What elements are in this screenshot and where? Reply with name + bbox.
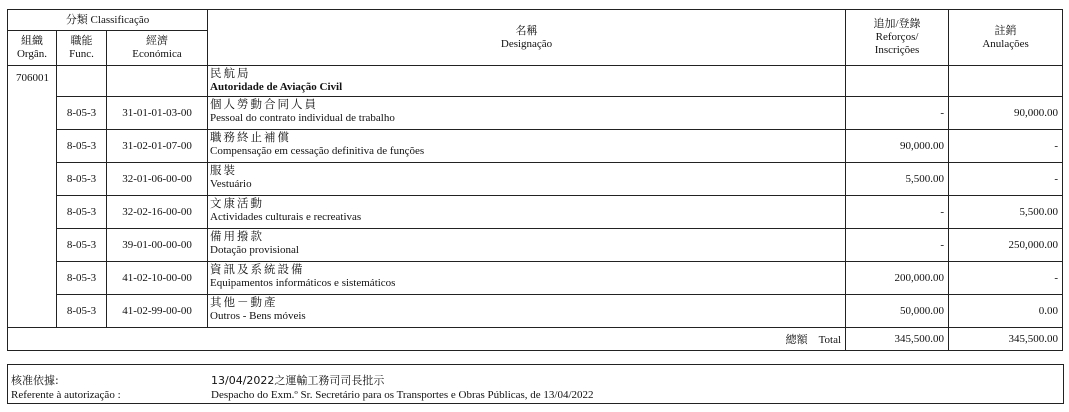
total-cancellation: 345,500.00 [949, 328, 1063, 351]
table-row [8, 130, 1063, 163]
econ-header-pt: Económica [132, 48, 182, 60]
cancellation-value: - [949, 262, 1063, 295]
authorization-label-pt: Referente à autorização : [11, 389, 121, 401]
item-name [208, 130, 846, 163]
item-name [208, 196, 846, 229]
table-row [8, 295, 1063, 328]
cancellations-header-pt: Anulações [982, 37, 1029, 50]
cancellation-value: 250,000.00 [949, 229, 1063, 262]
item-name-pt: Equipamentos informáticos e sistemáticos [210, 277, 396, 289]
item-name [208, 295, 846, 328]
econ-header-zh: 經濟 [146, 35, 169, 47]
total-reinforcement: 345,500.00 [846, 328, 949, 351]
func-header-zh: 職能 [70, 35, 93, 47]
designation-header-pt: Designação [500, 37, 553, 50]
reinforcement-value: 50,000.00 [846, 295, 949, 328]
func-code: 8-05-3 [57, 262, 107, 295]
reinforcements-header-pt1: Reforços/ [875, 31, 919, 43]
econ-code: 32-02-16-00-00 [107, 196, 208, 229]
authorization-value [211, 374, 594, 402]
func-code: 8-05-3 [57, 97, 107, 130]
organ-header [8, 31, 57, 66]
item-name-zh: 個人勞動合同人員 [210, 97, 319, 111]
reinforcements-header-pt2: Inscrições [874, 44, 920, 56]
item-name-pt: Outros - Bens móveis [210, 310, 306, 322]
agency-row [8, 66, 1063, 97]
econ-code: 41-02-99-00-00 [107, 295, 208, 328]
item-name-zh: 資訊及系統設備 [210, 262, 305, 276]
func-code: 8-05-3 [57, 295, 107, 328]
func-code: 8-05-3 [57, 130, 107, 163]
item-name-zh: 服裝 [210, 163, 238, 177]
table-row [8, 97, 1063, 130]
table-row [8, 262, 1063, 295]
authorization-label-zh: 核准依據: [11, 374, 59, 387]
reinforcement-value: - [846, 229, 949, 262]
cancellation-value: 0.00 [949, 295, 1063, 328]
item-name-pt: Compensação em cessação definitiva de funções [210, 145, 425, 157]
authorization-value-pt: Despacho do Exm.º Sr. Secretário para os Transportes e Obras Públicas, de 13/04/2022 [211, 389, 594, 401]
func-header-pt: Func. [69, 48, 94, 60]
organ-header-pt: Orgân. [16, 48, 48, 60]
reinforcement-cell [846, 66, 949, 97]
designation-header [208, 10, 846, 66]
item-name [208, 229, 846, 262]
authorization-value-zh: 13/04/2022之運輸工務司司長批示 [211, 374, 385, 387]
item-name-pt: Dotação provisional [210, 244, 299, 256]
organ-header-zh: 組織 [21, 35, 43, 47]
item-name [208, 163, 846, 196]
econ-header [107, 31, 208, 66]
reinforcements-header-zh: 追加/登錄 [873, 18, 921, 30]
func-code: 8-05-3 [57, 229, 107, 262]
func-code: 8-05-3 [57, 196, 107, 229]
reinforcement-value: - [846, 97, 949, 130]
item-name-zh: 文康活動 [210, 196, 265, 210]
item-name-zh: 職務終止補償 [210, 130, 292, 144]
authorization-label [11, 374, 121, 402]
item-name-pt: Actividades culturais e recreativas [210, 211, 362, 223]
total-label: 總額 Total [8, 328, 846, 351]
table-row [8, 163, 1063, 196]
reinforcements-header [846, 10, 949, 66]
total-row [8, 328, 1063, 351]
agency-name-zh: 民航局 [210, 66, 251, 80]
classification-header: 分類 Classificação [8, 10, 208, 31]
econ-cell [107, 66, 208, 97]
econ-code: 32-01-06-00-00 [107, 163, 208, 196]
reinforcement-value: - [846, 196, 949, 229]
item-name-pt: Pessoal do contrato individual de trabalho [210, 112, 395, 124]
budget-table [7, 9, 1063, 351]
reinforcement-value: 200,000.00 [846, 262, 949, 295]
cancellation-value: 5,500.00 [949, 196, 1063, 229]
econ-code: 39-01-00-00-00 [107, 229, 208, 262]
item-name-zh: 其他－動產 [210, 295, 278, 309]
item-name-pt: Vestuário [210, 178, 252, 190]
agency-name [208, 66, 846, 97]
cancellations-header-zh: 註銷 [994, 24, 1017, 37]
authorization-footer [7, 364, 1064, 404]
func-code: 8-05-3 [57, 163, 107, 196]
func-header [57, 31, 107, 66]
cancellation-value: - [949, 163, 1063, 196]
econ-code: 31-02-01-07-00 [107, 130, 208, 163]
cancellation-value: - [949, 130, 1063, 163]
item-name [208, 262, 846, 295]
item-name [208, 97, 846, 130]
econ-code: 41-02-10-00-00 [107, 262, 208, 295]
func-cell [57, 66, 107, 97]
reinforcement-value: 90,000.00 [846, 130, 949, 163]
header-row-1 [8, 10, 1063, 31]
item-name-zh: 備用撥款 [210, 229, 265, 243]
organ-code: 706001 [8, 66, 57, 328]
table-row [8, 229, 1063, 262]
cancellation-cell [949, 66, 1063, 97]
designation-header-zh: 名稱 [515, 24, 538, 37]
cancellation-value: 90,000.00 [949, 97, 1063, 130]
agency-name-pt: Autoridade de Aviação Civil [210, 81, 343, 93]
reinforcement-value: 5,500.00 [846, 163, 949, 196]
cancellations-header [949, 10, 1063, 66]
econ-code: 31-01-01-03-00 [107, 97, 208, 130]
table-row [8, 196, 1063, 229]
